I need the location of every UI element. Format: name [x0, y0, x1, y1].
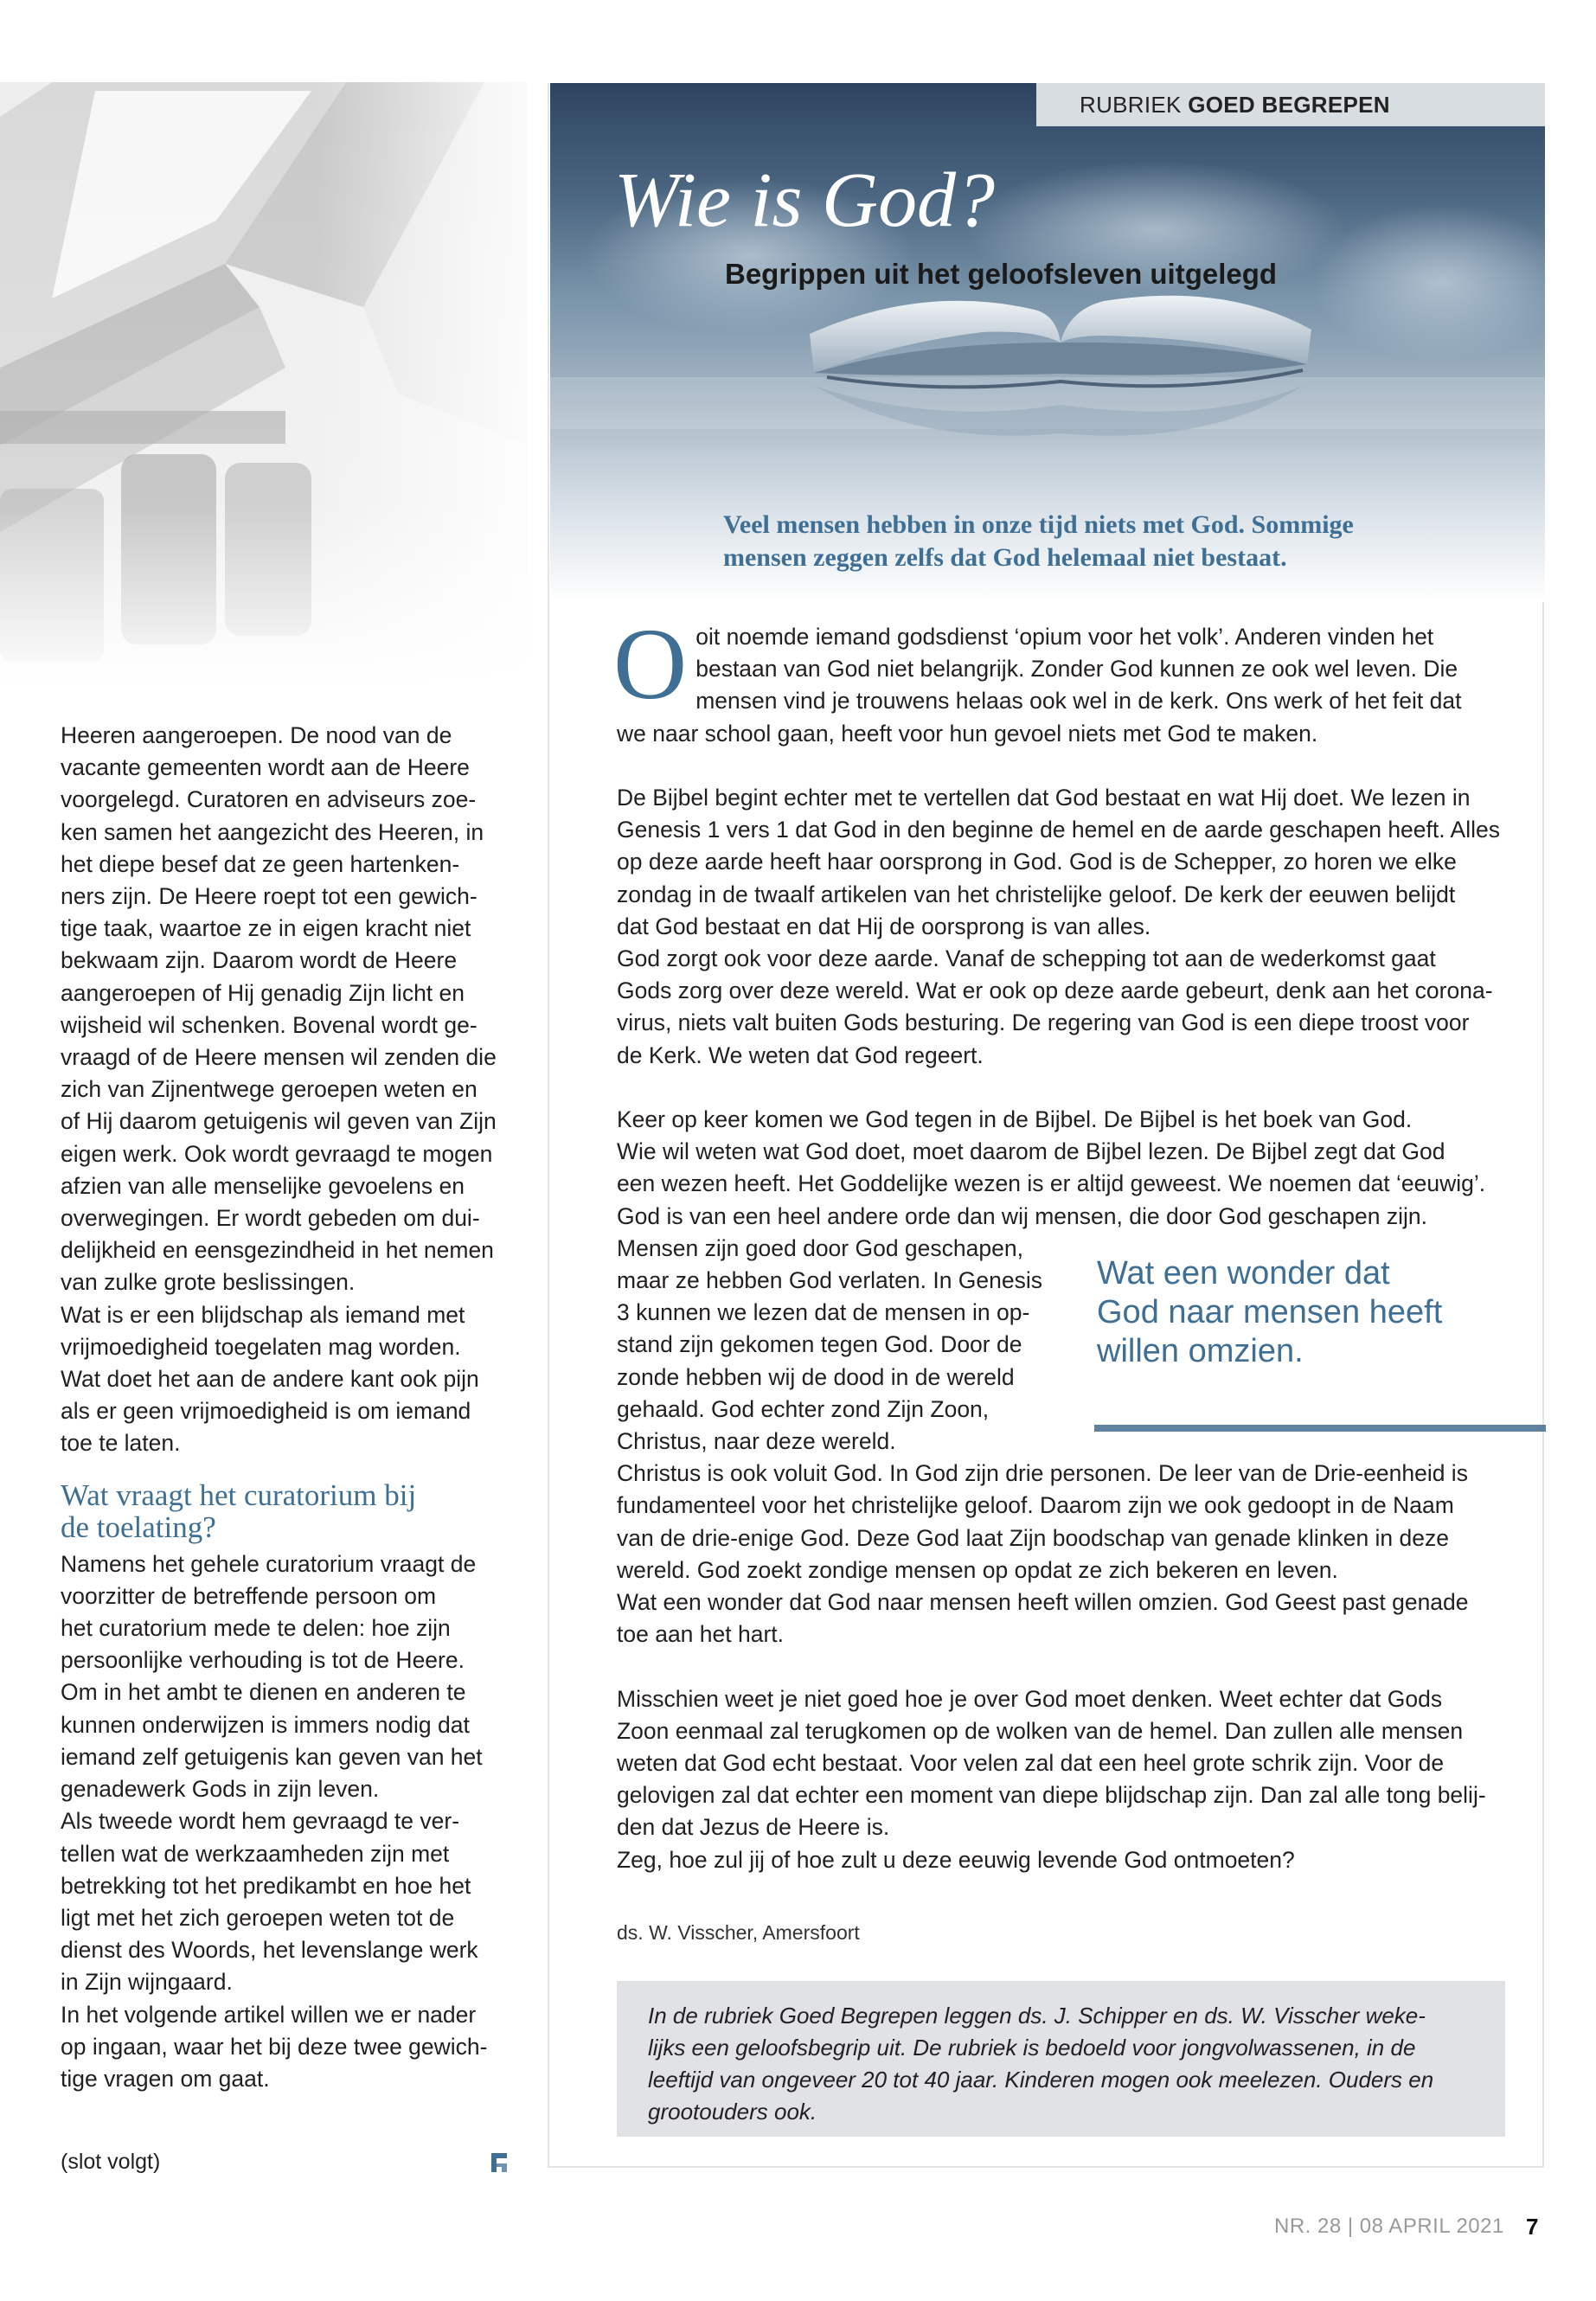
- text-line: Genesis 1 vers 1 dat God in den beginne de hemel en de aarde geschapen heeft. Alles: [617, 817, 1500, 843]
- text-line: persoonlijke verhouding is tot de Heere.: [61, 1647, 465, 1674]
- left-paragraph-2: [61, 1548, 510, 2095]
- text-line: fundamenteel voor het christelijke geloof. Daarom zijn we ook gedoopt in de Naam: [617, 1492, 1454, 1519]
- text-line: tige vragen om gaat.: [61, 2065, 270, 2092]
- text-line: van zulke grote beslissingen.: [61, 1269, 356, 1296]
- article-subtitle: Begrippen uit het geloofsleven uitgelegd: [725, 258, 1278, 290]
- text-line: den dat Jezus de Heere is.: [617, 1814, 890, 1841]
- pull-quote: Wat een wonder dat God naar mensen heeft willen omzien.: [1097, 1255, 1443, 1369]
- text-line: Namens het gehele curatorium vraagt de: [61, 1550, 477, 1577]
- text-line: De Bijbel begint echter met te vertellen dat God bestaat en wat Hij doet. We lezen in: [617, 785, 1471, 811]
- article-paragraph-3-narrow: [617, 1233, 1049, 1458]
- text-line: wereld. God zoekt zondige mensen op opdat ze zich bekeren en leven.: [617, 1556, 1338, 1583]
- text-line: Mensen zijn goed door God geschapen,: [617, 1234, 1023, 1261]
- text-line: voorgelegd. Curatoren en adviseurs zoe-: [61, 786, 477, 813]
- text-line: betrekking tot het predikambt en hoe het: [61, 1872, 471, 1899]
- church-interior-photo: [0, 82, 528, 688]
- text-line: of Hij daarom getuigenis wil geven van Zijn: [61, 1108, 497, 1135]
- text-line: gelovigen zal dat echter een moment van diepe blijdschap zijn. Dan zal alle tong belij-: [617, 1782, 1486, 1809]
- text-line: tellen wat de werkzaamheden zijn met: [61, 1840, 450, 1867]
- article-paragraph-3: [617, 1104, 1508, 1233]
- text-line: vraagd of de Heere mensen wil zenden die: [61, 1044, 497, 1071]
- text-line: Zoon eenmaal zal terugkomen op de wolken van de hemel. Dan zullen alle mensen: [617, 1717, 1464, 1744]
- text-line: delijkheid en eensgezindheid in het nemen: [61, 1237, 494, 1264]
- article-paragraph-1: [613, 607, 1508, 750]
- issue-date: NR. 28 | 08 APRIL 2021: [1274, 2214, 1504, 2238]
- text-line: afzien van alle menselijke gevoelens en: [61, 1172, 465, 1199]
- text-line: kunnen onderwijzen is immers nodig dat: [61, 1711, 470, 1738]
- article-paragraph-3-rest: [617, 1458, 1508, 1650]
- text-line: dat God bestaat en dat Hij de oorsprong is van alles.: [617, 913, 1151, 939]
- text-line: Keer op keer komen we God tegen in de Bijbel. De Bijbel is het boek van God.: [617, 1106, 1413, 1133]
- text-line: Wie wil weten wat God doet, moet daarom de Bijbel lezen. De Bijbel zegt dat God: [617, 1138, 1445, 1165]
- end-mark-icon: [490, 2151, 509, 2174]
- text-line: mensen vind je trouwens helaas ook wel in de kerk. Ons werk of het feit dat: [695, 688, 1462, 715]
- text-line: eigen werk. Ook wordt gevraagd te mogen: [61, 1140, 493, 1167]
- left-column: [61, 720, 510, 2095]
- text-line: aangeroepen of Hij genadig Zijn licht en: [61, 979, 465, 1006]
- text-line: stand zijn gekomen tegen God. Door de: [617, 1331, 1022, 1358]
- drop-cap: O: [613, 607, 688, 721]
- text-line: vacante gemeenten wordt aan de Heere: [61, 754, 470, 781]
- article-paragraph-2: [617, 782, 1508, 1072]
- text-line: maar ze hebben God verlaten. In Genesis: [617, 1267, 1043, 1294]
- text-line: de Kerk. We weten dat God regeert.: [617, 1042, 984, 1068]
- text-line: Christus is ook voluit God. In God zijn drie personen. De leer van de Drie-eenheid is: [617, 1460, 1468, 1487]
- article-title: Wie is God?: [614, 157, 995, 243]
- text-line: bekwaam zijn. Daarom wordt de Heere: [61, 947, 458, 974]
- pull-quote-rule: [1094, 1425, 1546, 1432]
- text-line: oit noemde iemand godsdienst ‘opium voor het volk’. Anderen vinden het: [695, 624, 1434, 650]
- text-line: zonde hebben wij de dood in de wereld: [617, 1363, 1015, 1390]
- text-line: bestaan van God niet belangrijk. Zonder God kunnen ze ook wel leven. Die: [695, 656, 1458, 683]
- text-line: ners zijn. De Heere roept tot een gewich-: [61, 883, 478, 910]
- text-line: dienst des Woords, het levenslange werk: [61, 1937, 478, 1964]
- continued-note: (slot volgt): [61, 2150, 161, 2174]
- text-line: Om in het ambt te dienen en anderen te: [61, 1679, 466, 1706]
- article-lead: Veel mensen hebben in onze tijd niets met God. Sommige mensen zeggen zelfs dat God helemaal niet bestaat.: [723, 510, 1354, 572]
- text-line: iemand zelf getuigenis kan geven van het: [61, 1743, 483, 1770]
- rubric-info-box: In de rubriek Goed Begrepen leggen ds. J. Schipper en ds. W. Visscher weke- lijks een geloofsbegrip uit. De rubriek is bedoeld voor jongvolwassenen, in de leeftijd van ongeveer 20 tot 40 jaar. Kinderen mogen ook meelezen. Ouders en grootouders ook.: [617, 1981, 1505, 2137]
- text-line: Wat een wonder dat God naar mensen heeft willen omzien. God Geest past genade: [617, 1589, 1469, 1616]
- text-line: Christus, naar deze wereld.: [617, 1428, 896, 1455]
- text-line: ligt met het zich geroepen weten tot de: [61, 1904, 455, 1931]
- text-line: toe aan het hart.: [617, 1621, 785, 1648]
- text-line: Heeren aangeroepen. De nood van de: [61, 722, 452, 748]
- text-line: van de drie-enige God. Deze God laat Zijn boodschap van genade klinken in deze: [617, 1524, 1449, 1551]
- text-line: het diepe besef dat ze geen hartenken-: [61, 850, 460, 877]
- left-subheading: Wat vraagt het curatorium bij de toelating?: [61, 1477, 417, 1544]
- text-line: vrijmoedigheid toegelaten mag worden.: [61, 1333, 461, 1360]
- text-line: Wat is er een blijdschap als iemand met: [61, 1301, 465, 1328]
- text-line: in Zijn wijngaard.: [61, 1969, 233, 1996]
- text-line: ken samen het aangezicht des Heeren, in: [61, 818, 484, 845]
- author-byline: ds. W. Visscher, Amersfoort: [617, 1921, 860, 1944]
- text-line: genadewerk Gods in zijn leven.: [61, 1776, 380, 1803]
- text-line: zich van Zijnentwege geroepen weten en: [61, 1076, 478, 1103]
- text-line: Wat doet het aan de andere kant ook pijn: [61, 1366, 479, 1393]
- text-line: Zeg, hoe zul jij of hoe zult u deze eeuwig levende God ontmoeten?: [617, 1846, 1295, 1873]
- rubric-tab: RUBRIEK GOED BEGREPEN: [1036, 83, 1545, 126]
- article-paragraph-4: [617, 1683, 1508, 1876]
- text-line: op ingaan, waar het bij deze twee gewich-: [61, 2033, 488, 2060]
- text-line: Gods zorg over deze wereld. Wat er ook op deze aarde gebeurt, denk aan het corona-: [617, 977, 1493, 1004]
- text-line: virus, niets valt buiten Gods besturing. De regering van God is een diepe troost voor: [617, 1009, 1470, 1036]
- text-line: God is van een heel andere orde dan wij mensen, die door God geschapen zijn.: [617, 1202, 1427, 1229]
- text-line: tige taak, waartoe ze in eigen kracht niet: [61, 915, 471, 942]
- page-number: 7: [1526, 2214, 1539, 2240]
- text-line: we naar school gaan, heeft voor hun gevoel niets met God te maken.: [617, 720, 1318, 747]
- text-line: voorzitter de betreffende persoon om: [61, 1582, 437, 1609]
- text-line: 3 kunnen we lezen dat de mensen in op-: [617, 1299, 1030, 1326]
- left-paragraph-1: [61, 720, 510, 1460]
- text-line: zondag in de twaalf artikelen van het christelijke geloof. De kerk der eeuwen belijdt: [617, 881, 1456, 907]
- text-line: God zorgt ook voor deze aarde. Vanaf de schepping tot aan de wederkomst gaat: [617, 945, 1436, 972]
- text-line: overwegingen. Er wordt gebeden om dui-: [61, 1205, 480, 1232]
- text-line: als er geen vrijmoedigheid is om iemand: [61, 1398, 471, 1425]
- text-line: op deze aarde heeft haar oorsprong in God. God is de Schepper, zo horen we elke: [617, 849, 1457, 875]
- text-line: toe te laten.: [61, 1430, 181, 1457]
- text-line: wijsheid wil schenken. Bovenal wordt ge-: [61, 1011, 478, 1038]
- text-line: weten dat God echt bestaat. Voor velen zal dat een heel grote schrik zijn. Voor de: [617, 1750, 1445, 1777]
- text-line: Misschien weet je niet goed hoe je over God moet denken. Weet echter dat Gods: [617, 1685, 1443, 1712]
- text-line: Als tweede wordt hem gevraagd te ver-: [61, 1808, 460, 1835]
- text-line: gehaald. God echter zond Zijn Zoon,: [617, 1395, 990, 1422]
- text-line: een wezen heeft. Het Goddelijke wezen is er altijd geweest. We noemen dat ‘eeuwig’.: [617, 1170, 1486, 1197]
- text-line: In het volgende artikel willen we er nader: [61, 2001, 477, 2028]
- text-line: het curatorium mede te delen: hoe zijn: [61, 1615, 451, 1642]
